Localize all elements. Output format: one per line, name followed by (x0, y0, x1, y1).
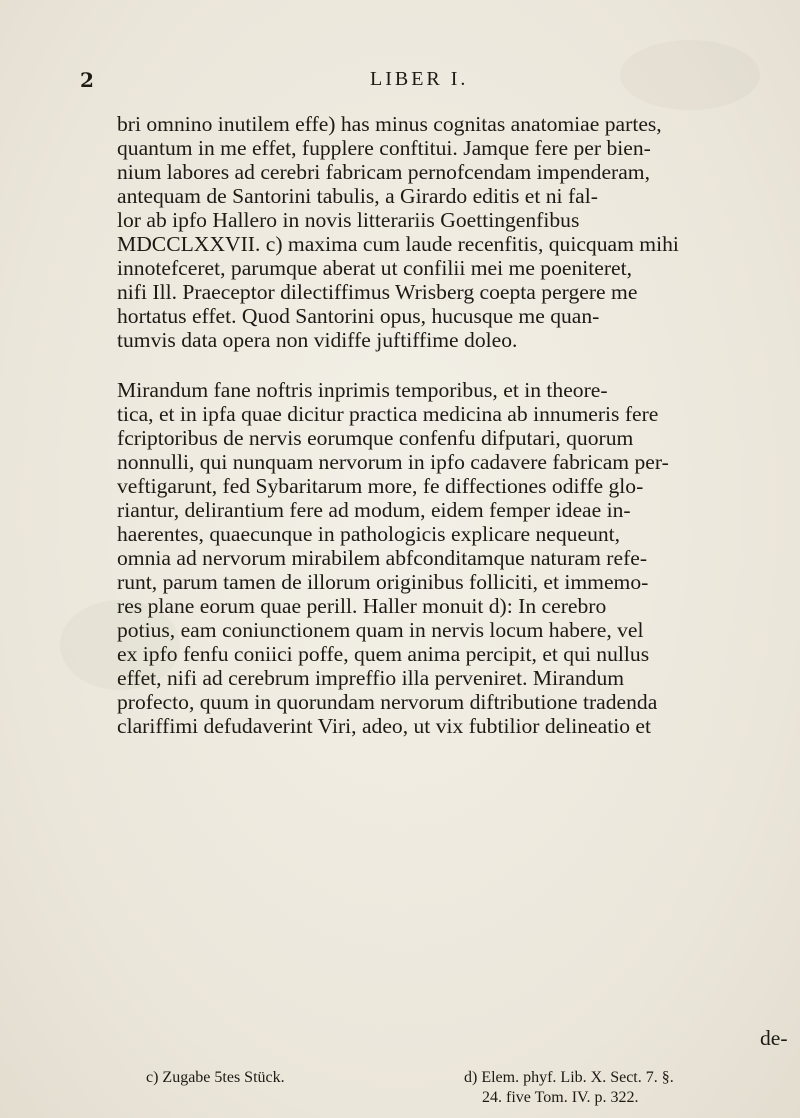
text-line: lor ab ipfo Hallero in novis litterariis Goettingenfibus (117, 208, 580, 232)
text-line: profecto, quum in quorundam nervorum diftributione tradenda (117, 690, 658, 714)
text-line: haerentes, quaecunque in pathologicis explicare nequeunt, (117, 522, 621, 546)
text-line: omnia ad nervorum mirabilem abfconditamque naturam refe- (117, 546, 648, 570)
text-line: tica, et in ipfa quae dicitur practica medicina ab innumeris fere (117, 402, 659, 426)
text-line: runt, parum tamen de illorum originibus folliciti, et immemo- (117, 570, 649, 594)
text-line: MDCCLXXVII. c) maxima cum laude recenfitis, quicquam mihi (117, 232, 679, 256)
text-line: antequam de Santorini tabulis, a Girardo editis et ni fal- (117, 184, 598, 208)
text-line: nifi Ill. Praeceptor dilectiffimus Wrisberg coepta pergere me (117, 280, 638, 304)
running-head: LIBER I. (370, 68, 469, 90)
text-line: innotefceret, parumque aberat ut confilii mei me poeniteret, (117, 256, 633, 280)
paragraph-break (117, 352, 789, 378)
text-line: nium labores ad cerebri fabricam pernofcendam impenderam, (117, 160, 651, 184)
page-number: 2 (80, 68, 94, 92)
text-line: tumvis data opera non vidiffe juftiffime doleo. (117, 328, 518, 352)
text-line: clariffimi defudaverint Viri, adeo, ut vix fubtilior delineatio et (117, 714, 651, 738)
text-line: bri omnino inutilem effe) has minus cognitas anatomiae partes, (117, 112, 662, 136)
text-line: fcriptoribus de nervis eorumque confenfu difputari, quorum (117, 426, 634, 450)
text-line: hortatus effet. Quod Santorini opus, hucusque me quan- (117, 304, 600, 328)
text-line: quantum in me effet, fupplere conftitui. Jamque fere per bien- (117, 136, 651, 160)
text-line: effet, nifi ad cerebrum impreffio illa perveniret. Mirandum (117, 666, 625, 690)
catchword: de- (760, 1026, 788, 1050)
footnote-d: d) Elem. phyf. Lib. X. Sect. 7. §. (464, 1069, 674, 1086)
text-line: potius, eam coniunctionem quam in nervis locum habere, vel (117, 618, 644, 642)
footnote-d-continuation: 24. five Tom. IV. p. 322. (482, 1089, 639, 1106)
text-line: Mirandum fane noftris inprimis temporibus, et in theore- (117, 378, 608, 402)
body-text (117, 112, 789, 738)
text-line: veftigarunt, fed Sybaritarum more, fe diffectiones odiffe glo- (117, 474, 644, 498)
text-line: nonnulli, qui nunquam nervorum in ipfo cadavere fabricam per- (117, 450, 669, 474)
text-line: riantur, delirantium fere ad modum, eidem femper ideae in- (117, 498, 631, 522)
text-line: ex ipfo fenfu coniici poffe, quem anima percipit, et qui nullus (117, 642, 650, 666)
text-line: res plane eorum quae perill. Haller monuit d): In cerebro (117, 594, 607, 618)
page-header (0, 68, 800, 98)
footnote-c: c) Zugabe 5tes Stück. (146, 1069, 285, 1086)
